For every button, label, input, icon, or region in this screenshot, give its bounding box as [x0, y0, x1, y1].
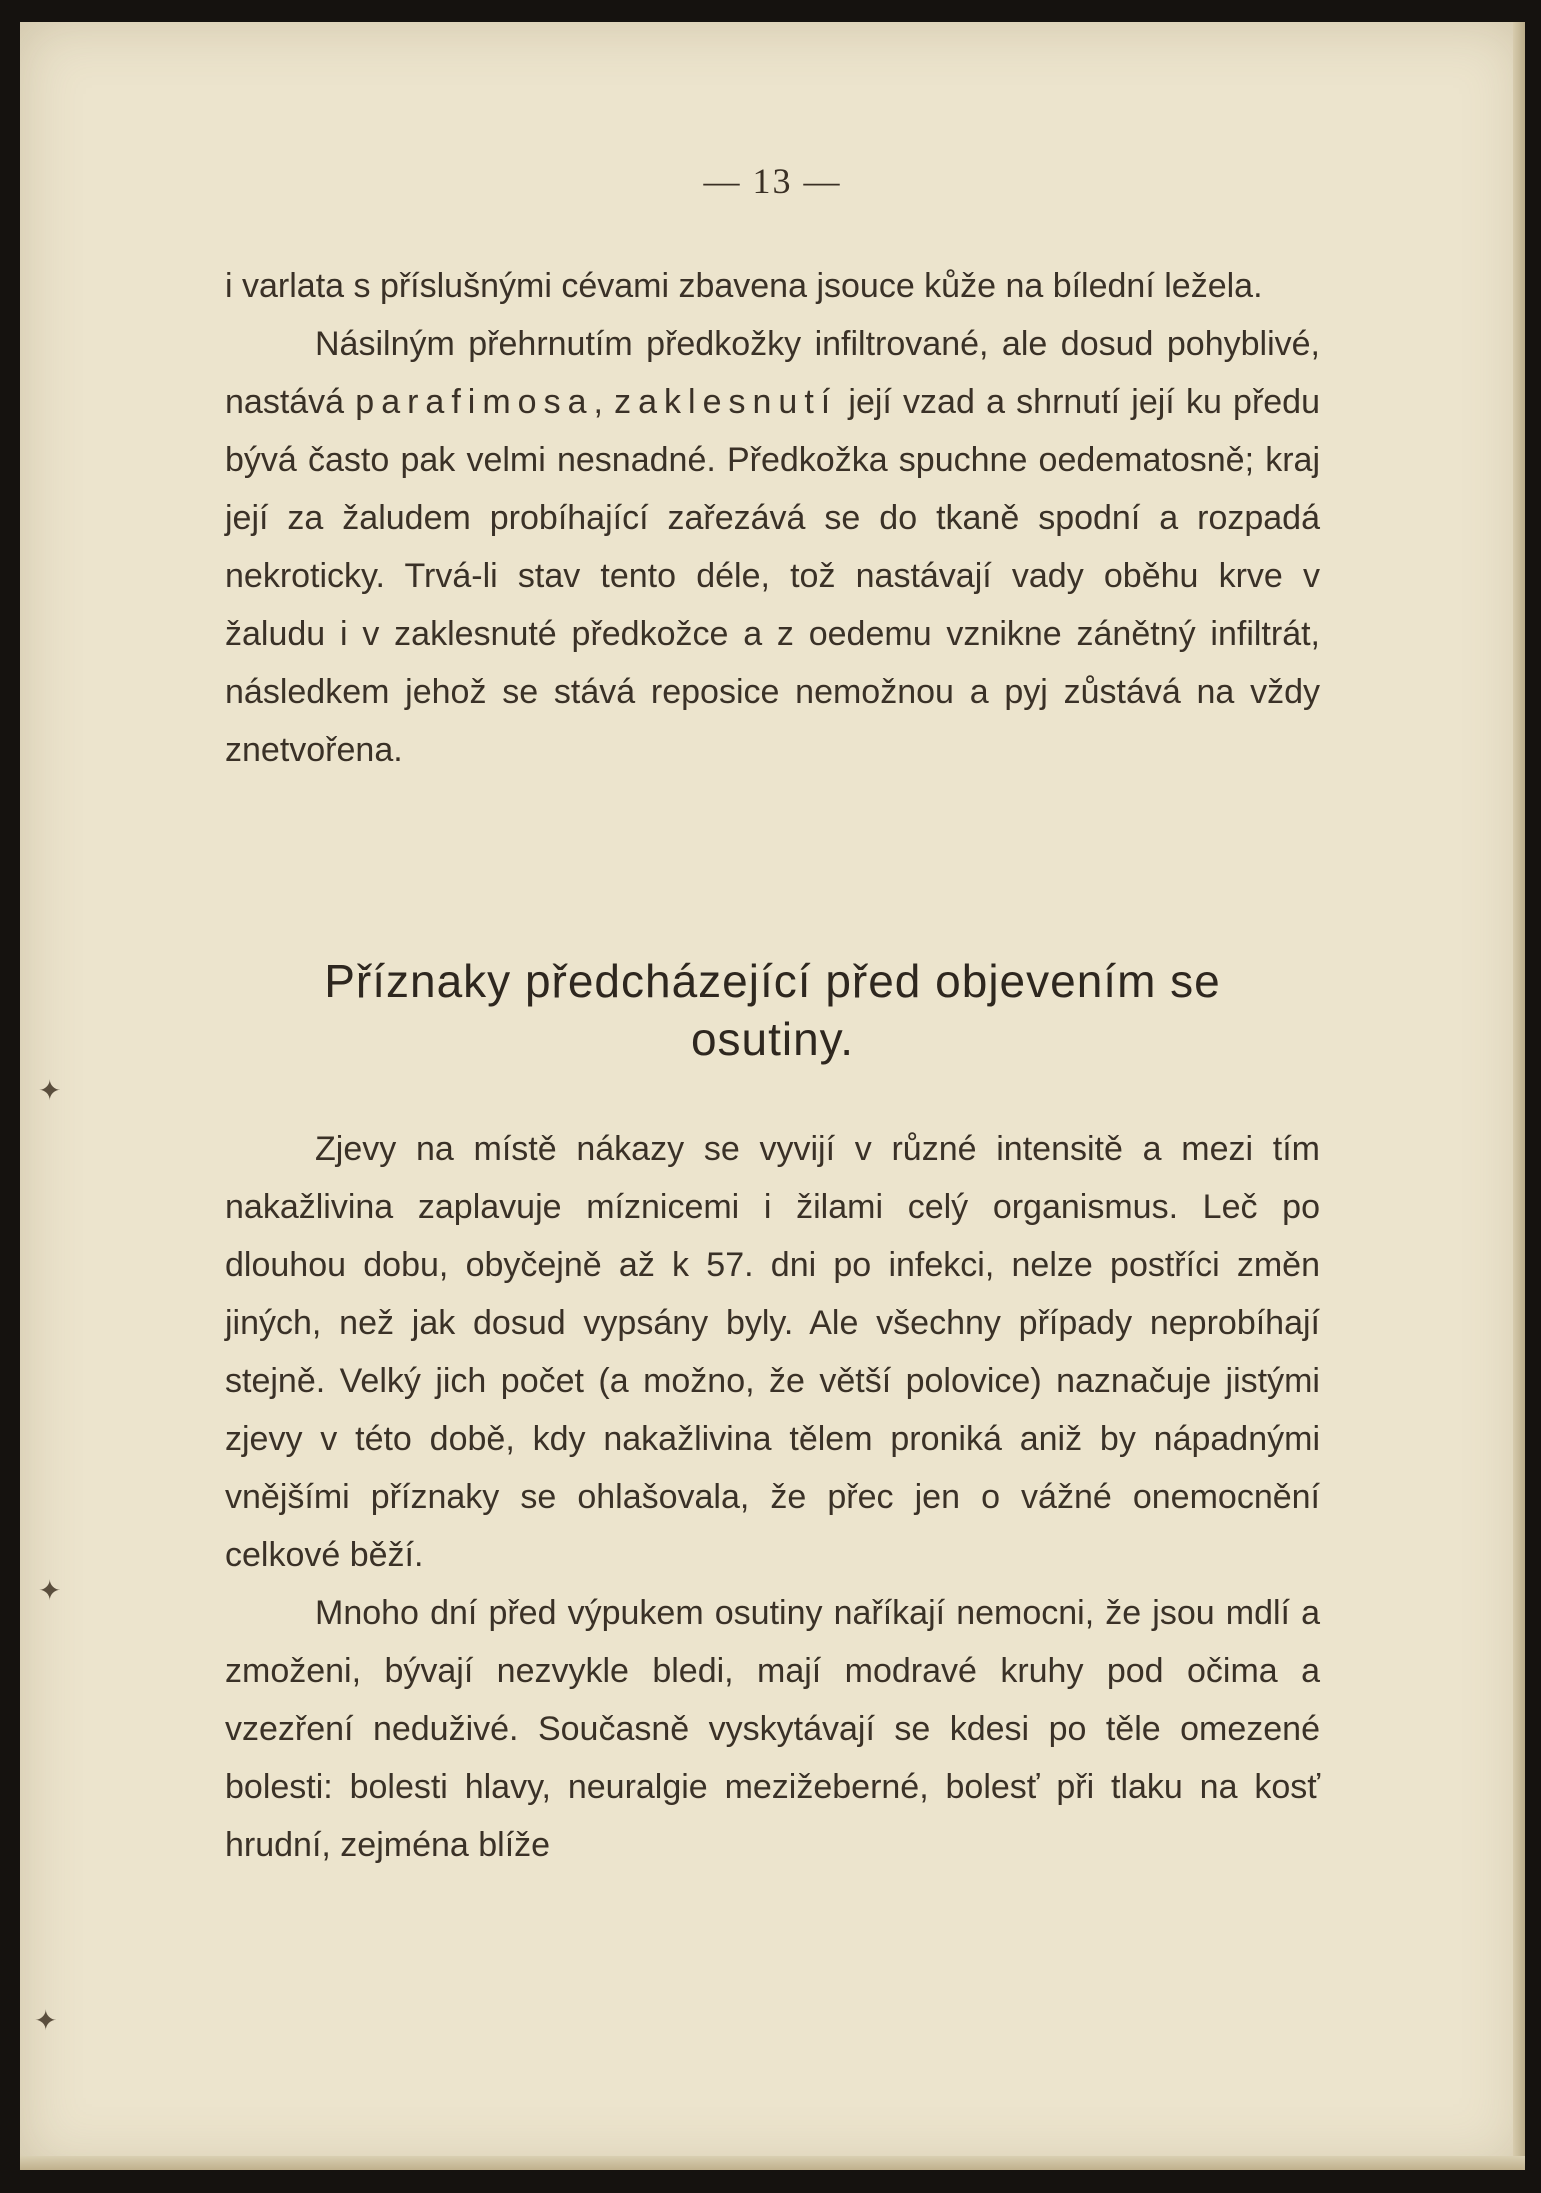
paragraph-2 — [225, 315, 1320, 779]
section-heading — [225, 952, 1320, 1068]
book-page — [20, 22, 1525, 2170]
text-section-bottom — [225, 1120, 1320, 1874]
text-section-top — [225, 257, 1320, 779]
paragraph-2-sep: , — [593, 383, 615, 421]
term-zaklesnuti: zaklesnutí — [614, 383, 838, 421]
page-number: — 13 — — [703, 161, 842, 201]
section-heading-line-2: osutiny. — [690, 1013, 855, 1065]
binding-mark-icon: ✦ — [38, 1575, 62, 1606]
page-edge-bottom — [20, 2156, 1525, 2170]
paragraph-2-end: její vzad a shrnutí její ku předu bývá často pak velmi nesnadné. Předkožka spuchne oedematosně; kraj její za žaludem probíhající zařezává se do tkaně spodní a rozpadá nekroticky. Trvá-li stav tento déle, tož nastávají vady oběhu krve v žaludu i v zaklesnuté předkožce a z oedemu vznikne zánětný infiltrát, následkem jehož se stává reposice nemožnou a pyj zůstává na vždy znetvořena. — [225, 383, 1320, 769]
section-heading-line-1: Příznaky předcházející před objevením se — [324, 955, 1221, 1007]
paragraph-2-start: Násilným přehrnutím předkožky infiltrované, ale dosud pohyblivé, nastává — [225, 325, 1320, 421]
paragraph-4: Mnoho dní před výpukem osutiny naříkají nemocni, že jsou mdlí a zmoženi, bývají nezvykle bledi, mají modravé kruhy pod očima a vzezření neduživé. Současně vyskytávají se kdesi po těle omezené bolesti: bolesti hlavy, neuralgie mezižeberné, bolesť při tlaku na kosť hrudní, zejména blíže — [225, 1594, 1320, 1864]
binding-mark-icon: ✦ — [38, 1075, 62, 1106]
paragraph-3: Zjevy na místě nákazy se vyvijí v různé intensitě a mezi tím nakažlivina zaplavuje míznicemi i žilami celý organismus. Leč po dlouhou dobu, obyčejně až k 57. dni po infekci, nelze postříci změn jiných, než jak dosud vypsány byly. Ale všechny případy neprobíhají stejně. Velký jich počet (a možno, že větší polovice) naznačuje jistými zjevy v této době, kdy nakažlivina tělem proniká aniž by nápadnými vnějšími příznaky se ohlašovala, že přec jen o vážné onemocnění celkové běží. — [225, 1130, 1320, 1574]
term-parafimosa: parafimosa — [355, 383, 594, 421]
page-edge-right — [1513, 22, 1525, 2170]
paragraph-1: i varlata s příslušnými cévami zbavena jsouce kůže na bílední ležela. — [225, 267, 1263, 305]
binding-mark-icon: ✦ — [34, 2005, 58, 2036]
